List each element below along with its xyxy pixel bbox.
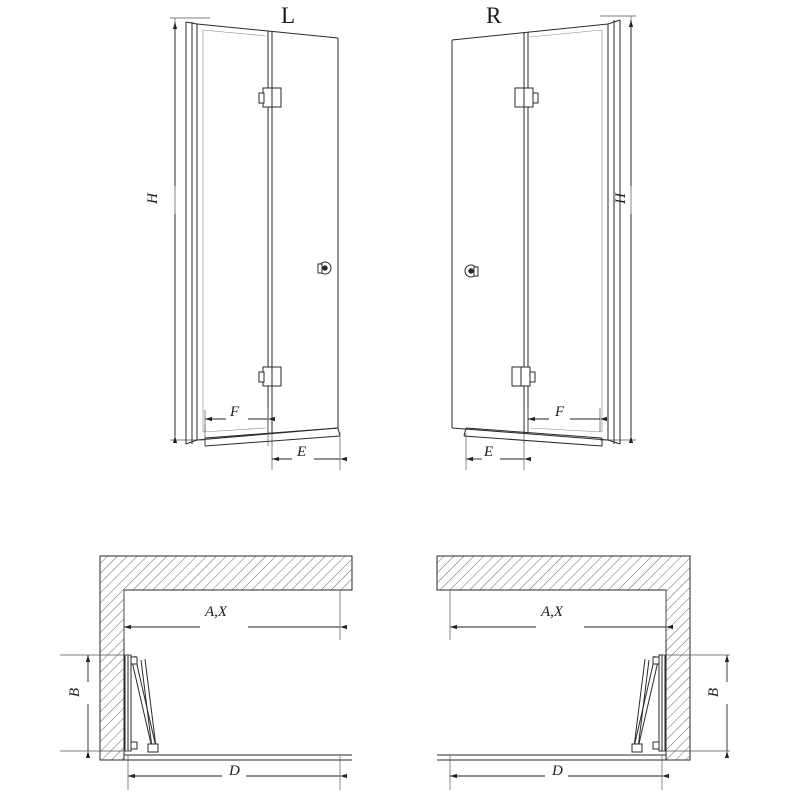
dimension-label-e-left: E bbox=[297, 444, 307, 460]
dimension-label-d-left: D bbox=[229, 763, 240, 779]
dimension-label-f-left: F bbox=[230, 404, 240, 420]
elevation-left-group bbox=[14, 18, 340, 470]
dimension-label-d-right: D bbox=[552, 763, 563, 779]
dimension-label-b-right: B bbox=[706, 687, 723, 698]
dimension-label-h-left: H bbox=[144, 193, 161, 204]
dimension-label-ax-left: A,X bbox=[205, 604, 228, 620]
dimension-label-ax-right: A,X bbox=[541, 604, 564, 620]
plan-left-group bbox=[60, 556, 352, 790]
dimension-label-f-right: F bbox=[555, 404, 565, 420]
dimension-label-b-left: B bbox=[67, 687, 84, 698]
dimension-label-e-right: E bbox=[484, 444, 494, 460]
elevation-right-group bbox=[452, 16, 636, 470]
plan-right-group bbox=[437, 556, 730, 790]
dimension-label-h-right: H bbox=[612, 193, 629, 204]
variant-label-left: L bbox=[281, 3, 296, 28]
variant-label-right: R bbox=[486, 3, 502, 28]
